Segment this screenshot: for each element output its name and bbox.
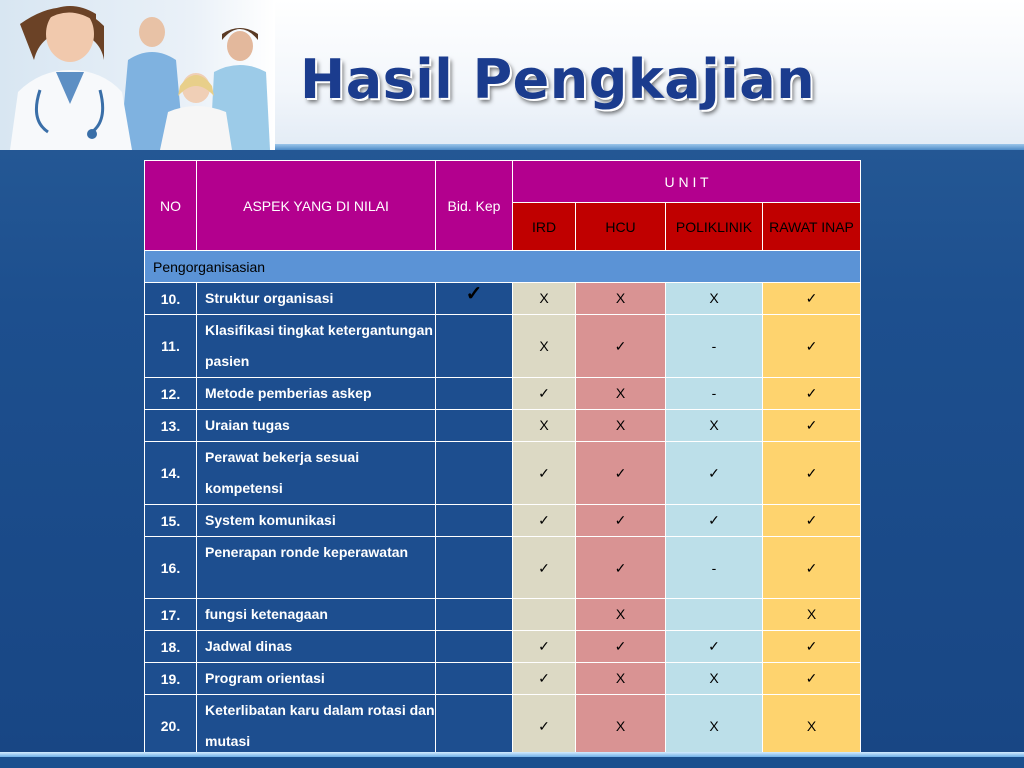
header-poliklinik: POLIKLINIK xyxy=(666,203,763,251)
cell-bid-kep xyxy=(436,537,513,599)
table-row xyxy=(145,663,861,695)
cell-poliklinik: X xyxy=(666,663,763,695)
cell-poliklinik: X xyxy=(666,410,763,442)
cell-hcu: ✓ xyxy=(576,537,666,599)
cell-bid-kep xyxy=(436,378,513,410)
cell-ird: ✓ xyxy=(513,378,576,410)
row-aspect: Penerapan ronde keperawatan xyxy=(197,537,436,599)
checkmark-icon: ✓ xyxy=(465,283,483,305)
row-number: 14. xyxy=(145,442,197,505)
cell-bid-kep xyxy=(436,315,513,378)
row-aspect: Keterlibatan karu dalam rotasi dan mutasi xyxy=(197,695,436,758)
cell-bid-kep xyxy=(436,283,513,315)
cell-rawat-inap: ✓ xyxy=(763,442,861,505)
cell-rawat-inap: ✓ xyxy=(763,663,861,695)
row-number: 19. xyxy=(145,663,197,695)
row-number: 15. xyxy=(145,505,197,537)
table-row xyxy=(145,505,861,537)
cell-hcu: ✓ xyxy=(576,442,666,505)
cell-rawat-inap: X xyxy=(763,599,861,631)
cell-poliklinik: - xyxy=(666,315,763,378)
cell-bid-kep xyxy=(436,695,513,758)
header-ird: IRD xyxy=(513,203,576,251)
cell-hcu: X xyxy=(576,663,666,695)
cell-ird: ✓ xyxy=(513,442,576,505)
cell-rawat-inap: ✓ xyxy=(763,631,861,663)
section-title: Pengorganisasian xyxy=(145,251,861,283)
cell-hcu: X xyxy=(576,378,666,410)
table-row xyxy=(145,442,861,505)
header-aspect: ASPEK YANG DI NILAI xyxy=(197,161,436,251)
row-number: 12. xyxy=(145,378,197,410)
table-row xyxy=(145,410,861,442)
row-aspect: System komunikasi xyxy=(197,505,436,537)
assessment-table xyxy=(144,160,861,758)
cell-ird xyxy=(513,599,576,631)
cell-ird: ✓ xyxy=(513,537,576,599)
table-row xyxy=(145,599,861,631)
row-aspect: Jadwal dinas xyxy=(197,631,436,663)
header-rawat-inap: RAWAT INAP xyxy=(763,203,861,251)
cell-hcu: X xyxy=(576,695,666,758)
row-number: 10. xyxy=(145,283,197,315)
header-bid-kep: Bid. Kep xyxy=(436,161,513,251)
cell-poliklinik xyxy=(666,599,763,631)
table-row xyxy=(145,631,861,663)
cell-rawat-inap: ✓ xyxy=(763,378,861,410)
table-row xyxy=(145,283,861,315)
cell-bid-kep xyxy=(436,410,513,442)
cell-poliklinik: ✓ xyxy=(666,442,763,505)
cell-poliklinik: ✓ xyxy=(666,505,763,537)
cell-bid-kep xyxy=(436,599,513,631)
header-no: NO xyxy=(145,161,197,251)
cell-poliklinik: - xyxy=(666,537,763,599)
cell-ird: X xyxy=(513,283,576,315)
cell-hcu: ✓ xyxy=(576,315,666,378)
cell-rawat-inap: ✓ xyxy=(763,410,861,442)
footer-strip xyxy=(0,757,1024,768)
row-aspect: Klasifikasi tingkat ketergantungan pasien xyxy=(197,315,436,378)
cell-rawat-inap: ✓ xyxy=(763,537,861,599)
cell-hcu: ✓ xyxy=(576,505,666,537)
medical-staff-photo xyxy=(0,0,275,150)
cell-ird: ✓ xyxy=(513,505,576,537)
cell-rawat-inap: ✓ xyxy=(763,505,861,537)
row-number: 13. xyxy=(145,410,197,442)
header-hcu: HCU xyxy=(576,203,666,251)
row-aspect: Metode pemberias askep xyxy=(197,378,436,410)
cell-bid-kep xyxy=(436,505,513,537)
cell-rawat-inap: ✓ xyxy=(763,283,861,315)
cell-rawat-inap: X xyxy=(763,695,861,758)
cell-ird: X xyxy=(513,410,576,442)
cell-poliklinik: X xyxy=(666,283,763,315)
table-row xyxy=(145,378,861,410)
table-row xyxy=(145,695,861,758)
row-number: 20. xyxy=(145,695,197,758)
row-aspect: Program orientasi xyxy=(197,663,436,695)
cell-poliklinik: - xyxy=(666,378,763,410)
cell-hcu: ✓ xyxy=(576,631,666,663)
cell-rawat-inap: ✓ xyxy=(763,315,861,378)
cell-bid-kep xyxy=(436,663,513,695)
row-number: 16. xyxy=(145,537,197,599)
table-row xyxy=(145,315,861,378)
cell-poliklinik: X xyxy=(666,695,763,758)
header-unit: U N I T xyxy=(513,161,861,203)
cell-ird: ✓ xyxy=(513,631,576,663)
row-aspect: Struktur organisasi xyxy=(197,283,436,315)
cell-hcu: X xyxy=(576,410,666,442)
page-title: Hasil Pengkajian xyxy=(300,48,816,111)
cell-ird: X xyxy=(513,315,576,378)
cell-hcu: X xyxy=(576,283,666,315)
row-number: 18. xyxy=(145,631,197,663)
cell-poliklinik: ✓ xyxy=(666,631,763,663)
row-aspect: Uraian tugas xyxy=(197,410,436,442)
row-aspect: fungsi ketenagaan xyxy=(197,599,436,631)
cell-hcu: X xyxy=(576,599,666,631)
row-number: 17. xyxy=(145,599,197,631)
table-row xyxy=(145,537,861,599)
cell-bid-kep xyxy=(436,631,513,663)
row-aspect: Perawat bekerja sesuai kompetensi xyxy=(197,442,436,505)
cell-bid-kep xyxy=(436,442,513,505)
cell-ird: ✓ xyxy=(513,695,576,758)
row-number: 11. xyxy=(145,315,197,378)
cell-ird: ✓ xyxy=(513,663,576,695)
